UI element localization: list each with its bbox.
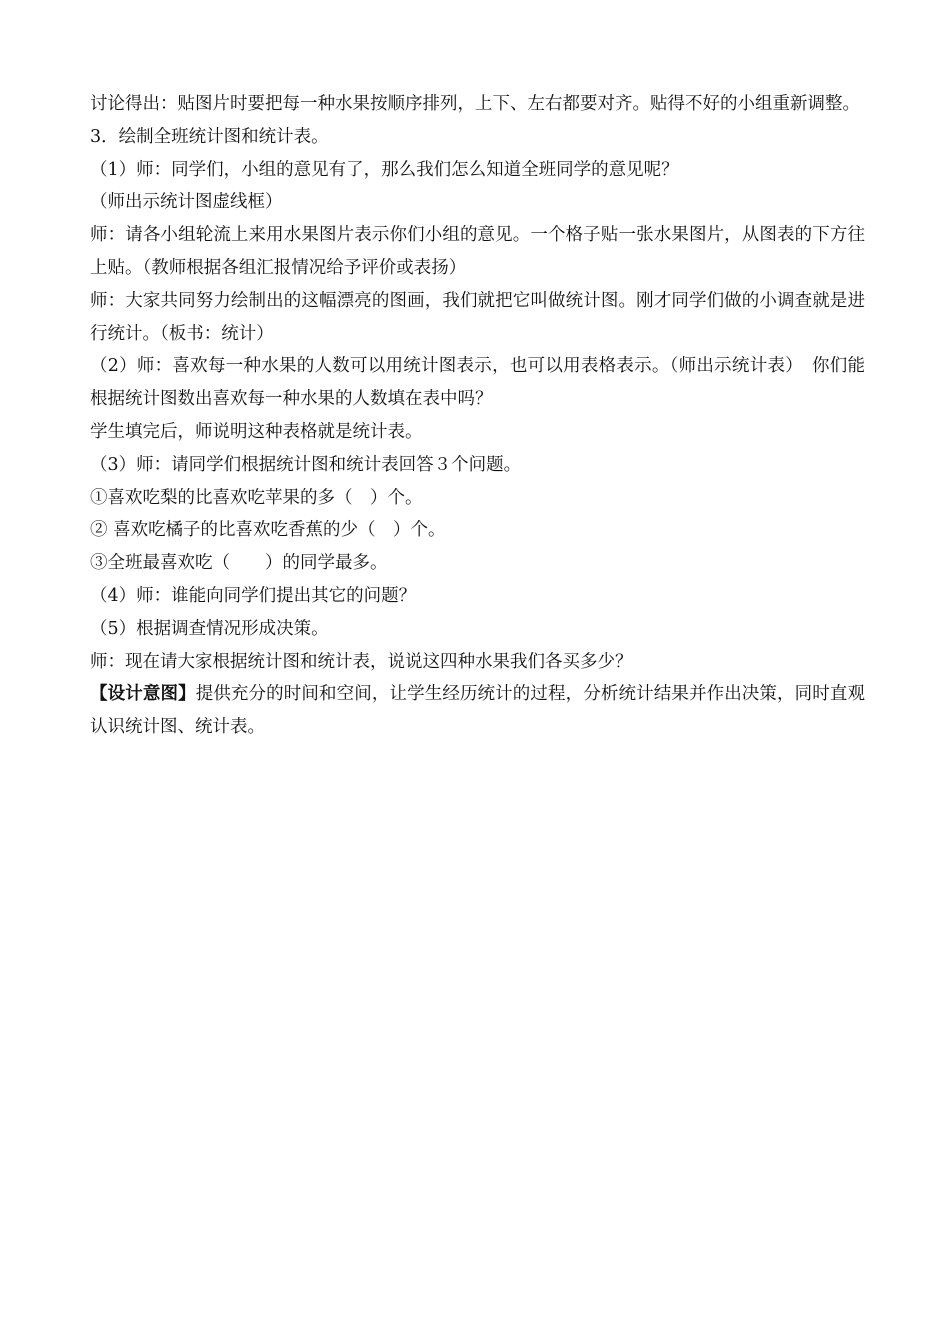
document-page — [90, 88, 865, 744]
paragraph-teacher-question-2: （2）师：喜欢每一种水果的人数可以用统计图表示，也可以用表格表示。（师出示统计表） 你们能根据统计图数出喜欢每一种水果的人数填在表中吗？ — [90, 356, 865, 410]
paragraph-design-intent — [90, 678, 865, 744]
paragraph-show-chart-frame: （师出示统计图虚线框） — [90, 192, 283, 213]
paragraph-teacher-question-4: （4）师：谁能向同学们提出其它的问题？ — [90, 585, 417, 606]
question-item-3: ③全班最喜欢吃（ ）的同学最多。 — [90, 553, 388, 574]
design-intent-text: 提供充分的时间和空间，让学生经历统计的过程，分析统计结果并作出决策，同时直观认识统计图、统计表。 — [90, 684, 866, 738]
paragraph-purchase-question: 师：现在请大家根据统计图和统计表，说说这四种水果我们各买多少？ — [90, 651, 633, 672]
paragraph-discussion-conclusion: 讨论得出：贴图片时要把每一种水果按顺序排列，上下、左右都要对齐。贴得不好的小组重新调整。 — [90, 94, 860, 114]
paragraph-step-3-heading: 3．绘制全班统计图和统计表。 — [90, 126, 329, 147]
paragraph-teacher-question-1: （1）师：同学们，小组的意见有了，那么我们怎么知道全班同学的意见呢？ — [90, 159, 679, 180]
paragraph-decision-step-5: （5）根据调查情况形成决策。 — [90, 618, 329, 639]
paragraph-group-paste-instructions: 师：请各小组轮流上来用水果图片表示你们小组的意见。一个格子贴一张水果图片，从图表的下方往上贴。（教师根据各组汇报情况给予评价或表扬） — [90, 225, 865, 278]
paragraph-teacher-question-3: （3）师：请同学们根据统计图和统计表回答３个问题。 — [90, 454, 522, 475]
question-item-1: ①喜欢吃梨的比喜欢吃苹果的多（ ）个。 — [90, 487, 423, 508]
paragraph-statistics-chart-naming: 师：大家共同努力绘制出的这幅漂亮的图画，我们就把它叫做统计图。刚才同学们做的小调查就是进行统计。（板书：统计） — [90, 290, 865, 344]
paragraph-statistics-table-explained: 学生填完后，师说明这种表格就是统计表。 — [90, 421, 423, 442]
design-intent-label: 【设计意图】 — [90, 684, 196, 705]
question-item-2: ② 喜欢吃橘子的比喜欢吃香蕉的少（ ）个。 — [90, 520, 446, 541]
